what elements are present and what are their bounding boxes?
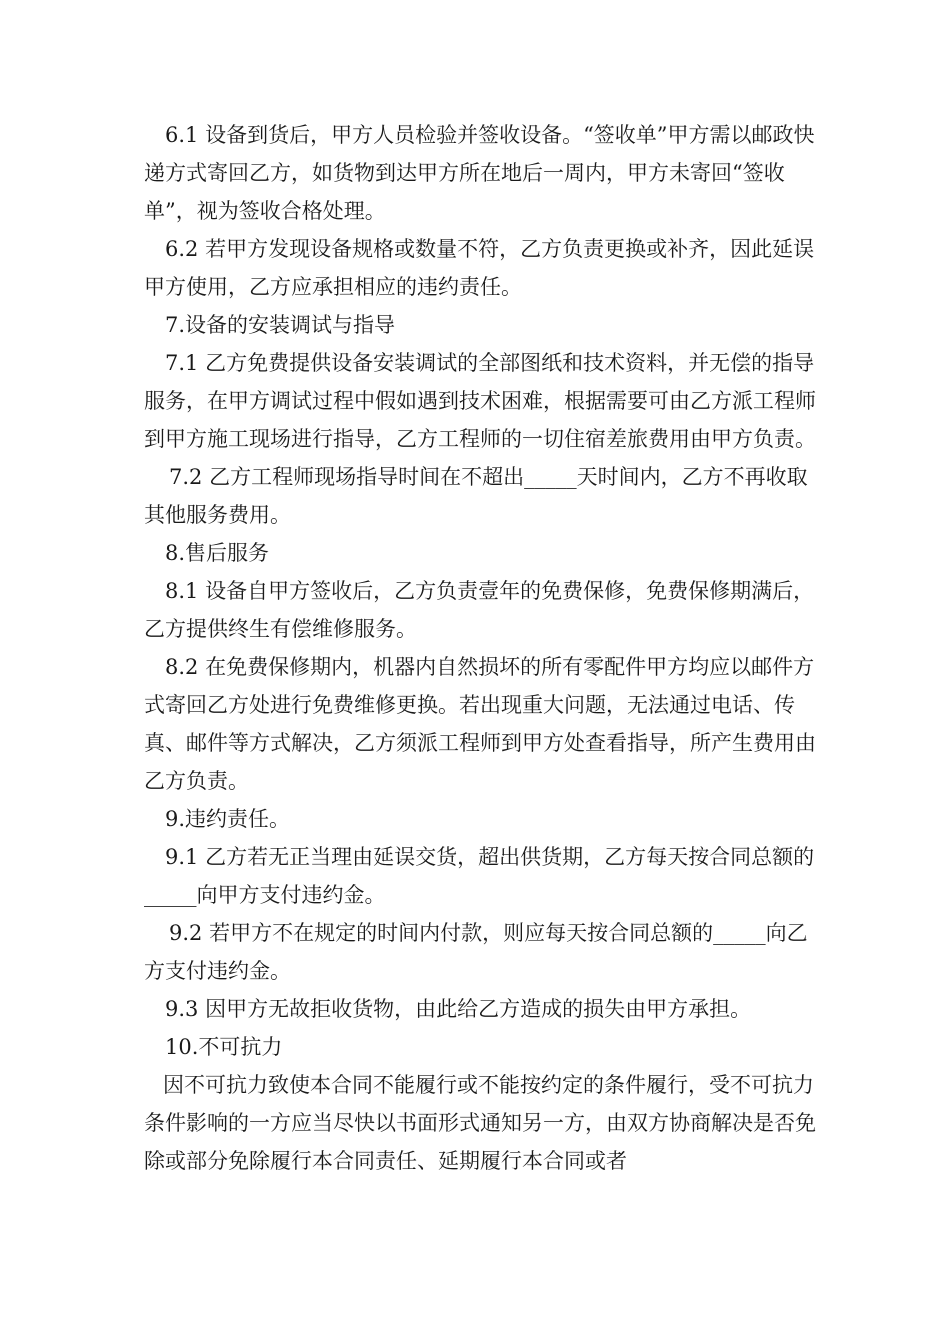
clause-6-1: 6.1 设备到货后，甲方人员检验并签收设备。“签收单”甲方需以邮政快递方式寄回乙方，如货物到达甲方所在地后一周内，甲方未寄回“签收单”，视为签收合格处理。 bbox=[144, 123, 815, 223]
clause-9-1: 9.1 乙方若无正当理由延误交货，超出供货期，乙方每天按合同总额的_____向甲方支付违约金。 bbox=[144, 845, 815, 907]
clause-10-body: 因不可抗力致使本合同不能履行或不能按约定的条件履行，受不可抗力条件影响的一方应当尽快以书面形式通知另一方，由双方协商解决是否免除或部分免除履行本合同责任、延期履行本合同或者 bbox=[144, 1073, 816, 1173]
section-heading-7: 7.设备的安装调试与指导 bbox=[165, 313, 396, 337]
clause-8-1: 8.1 设备自甲方签收后，乙方负责壹年的免费保修，免费保修期满后，乙方提供终生有偿维修服务。 bbox=[144, 579, 815, 641]
section-heading-9: 9.违约责任。 bbox=[165, 807, 291, 831]
clause-7-2: 7.2 乙方工程师现场指导时间在不超出_____天时间内，乙方不再收取其他服务费用。 bbox=[144, 465, 808, 527]
section-heading-10: 10.不可抗力 bbox=[165, 1035, 283, 1059]
clause-6-2: 6.2 若甲方发现设备规格或数量不符，乙方负责更换或补齐，因此延误甲方使用，乙方应承担相应的违约责任。 bbox=[144, 237, 815, 299]
clause-7-1: 7.1 乙方免费提供设备安装调试的全部图纸和技术资料，并无偿的指导服务，在甲方调试过程中假如遇到技术困难，根据需要可由乙方派工程师到甲方施工现场进行指导，乙方工程师的一切住宿差旅费用由甲方负责。 bbox=[144, 351, 816, 451]
clause-9-2: 9.2 若甲方不在规定的时间内付款，则应每天按合同总额的_____向乙方支付违约金。 bbox=[144, 921, 808, 983]
document-body bbox=[144, 116, 816, 1180]
clause-9-3: 9.3 因甲方无故拒收货物，由此给乙方造成的损失由甲方承担。 bbox=[165, 997, 752, 1021]
section-heading-8: 8.售后服务 bbox=[165, 541, 270, 565]
clause-8-2: 8.2 在免费保修期内，机器内自然损坏的所有零配件甲方均应以邮件方式寄回乙方处进行免费维修更换。若出现重大问题，无法通过电话、传真、邮件等方式解决，乙方须派工程师到甲方处查看指导，所产生费用由乙方负责。 bbox=[144, 655, 816, 793]
